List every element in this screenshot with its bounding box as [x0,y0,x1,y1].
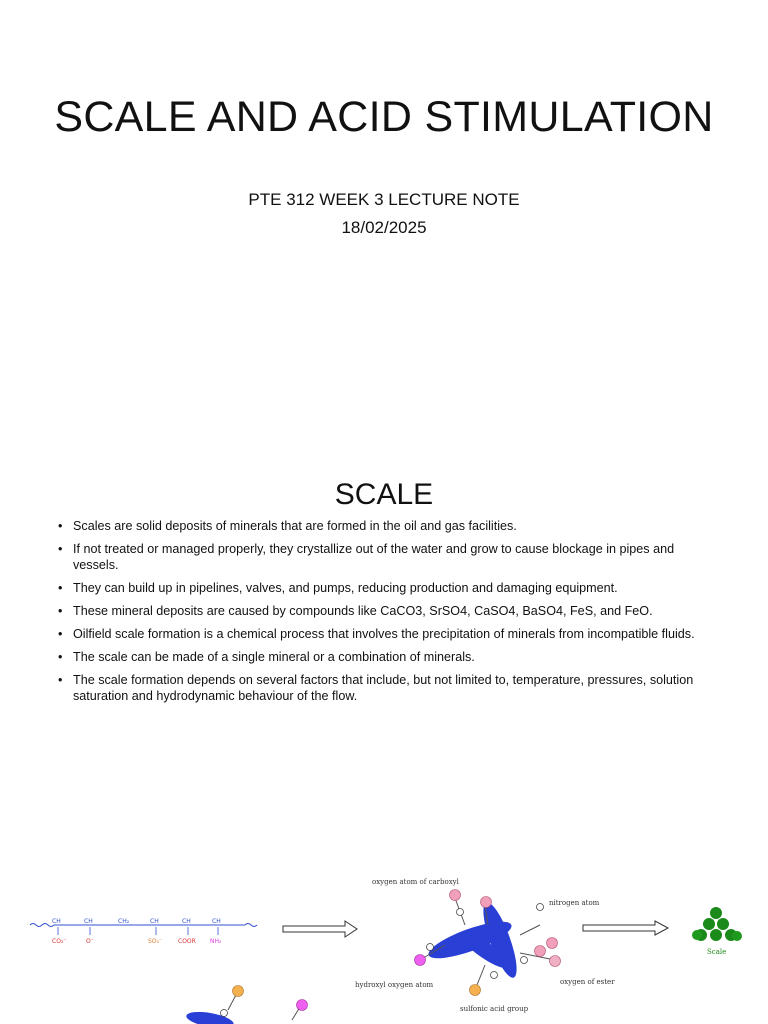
chain-unit: CH₂ [118,918,130,925]
section-heading: SCALE [334,478,434,511]
slide-title: SCALE AND ACID STIMULATION [54,93,714,141]
scale-inhibition-diagram [0,865,768,1024]
arrow-icon [583,921,668,935]
chain-group: NH₂ [210,938,222,945]
chain-group: SO₃⁻ [148,938,163,945]
title-slide [0,0,768,440]
chain-group: O⁻ [86,938,94,945]
partial-molecule [185,986,307,1024]
chain-unit: CH [84,918,93,925]
chain-unit: CH [182,918,191,925]
bullet-item: • Scales are solid deposits of minerals that are formed in the oil and gas facilities. [58,518,718,534]
bullet-item: • The scale formation depends on several factors that include, but not limited to, temperature, pressures, solution saturation and hydrodynamic behaviour of the flow. [58,672,718,704]
bullet-item: • These mineral deposits are caused by compounds like CaCO3, SrSO4, CaSO4, BaSO4, FeS, and FeO. [58,603,718,619]
arrow-icon [283,921,357,937]
polymer-chain [30,918,257,945]
chain-unit: CH [52,918,61,925]
scale-slide [0,470,768,870]
bullet-item: • They can build up in pipelines, valves, and pumps, reducing production and damaging equipment. [58,580,718,596]
label-scale: Scale [707,948,727,956]
label-ester: oxygen of ester [560,978,615,986]
label-hydroxyl: hydroxyl oxygen atom [355,981,434,989]
polymer-molecule [415,890,561,996]
slide-subtitle-course: PTE 312 WEEK 3 LECTURE NOTE [248,190,520,209]
chain-group: COOR [178,938,196,945]
scale-cluster [692,907,742,941]
chain-group: CO₂⁻ [52,938,67,945]
chain-unit: CH [212,918,221,925]
label-sulfonic: sulfonic acid group [460,1005,529,1013]
slide-subtitle-date: 18/02/2025 [341,218,427,237]
bullet-item: • The scale can be made of a single mineral or a combination of minerals. [58,649,718,665]
bullet-list [58,518,718,711]
label-nitrogen: nitrogen atom [549,899,600,907]
label-carboxyl: oxygen atom of carboxyl [372,878,459,886]
bullet-item: • If not treated or managed properly, they crystallize out of the water and grow to cause blockage in pipes and vessels. [58,541,718,573]
chain-unit: CH [150,918,159,925]
diagram-svg [0,865,768,1024]
bullet-item: • Oilfield scale formation is a chemical process that involves the precipitation of minerals from incompatible fluids. [58,626,718,642]
